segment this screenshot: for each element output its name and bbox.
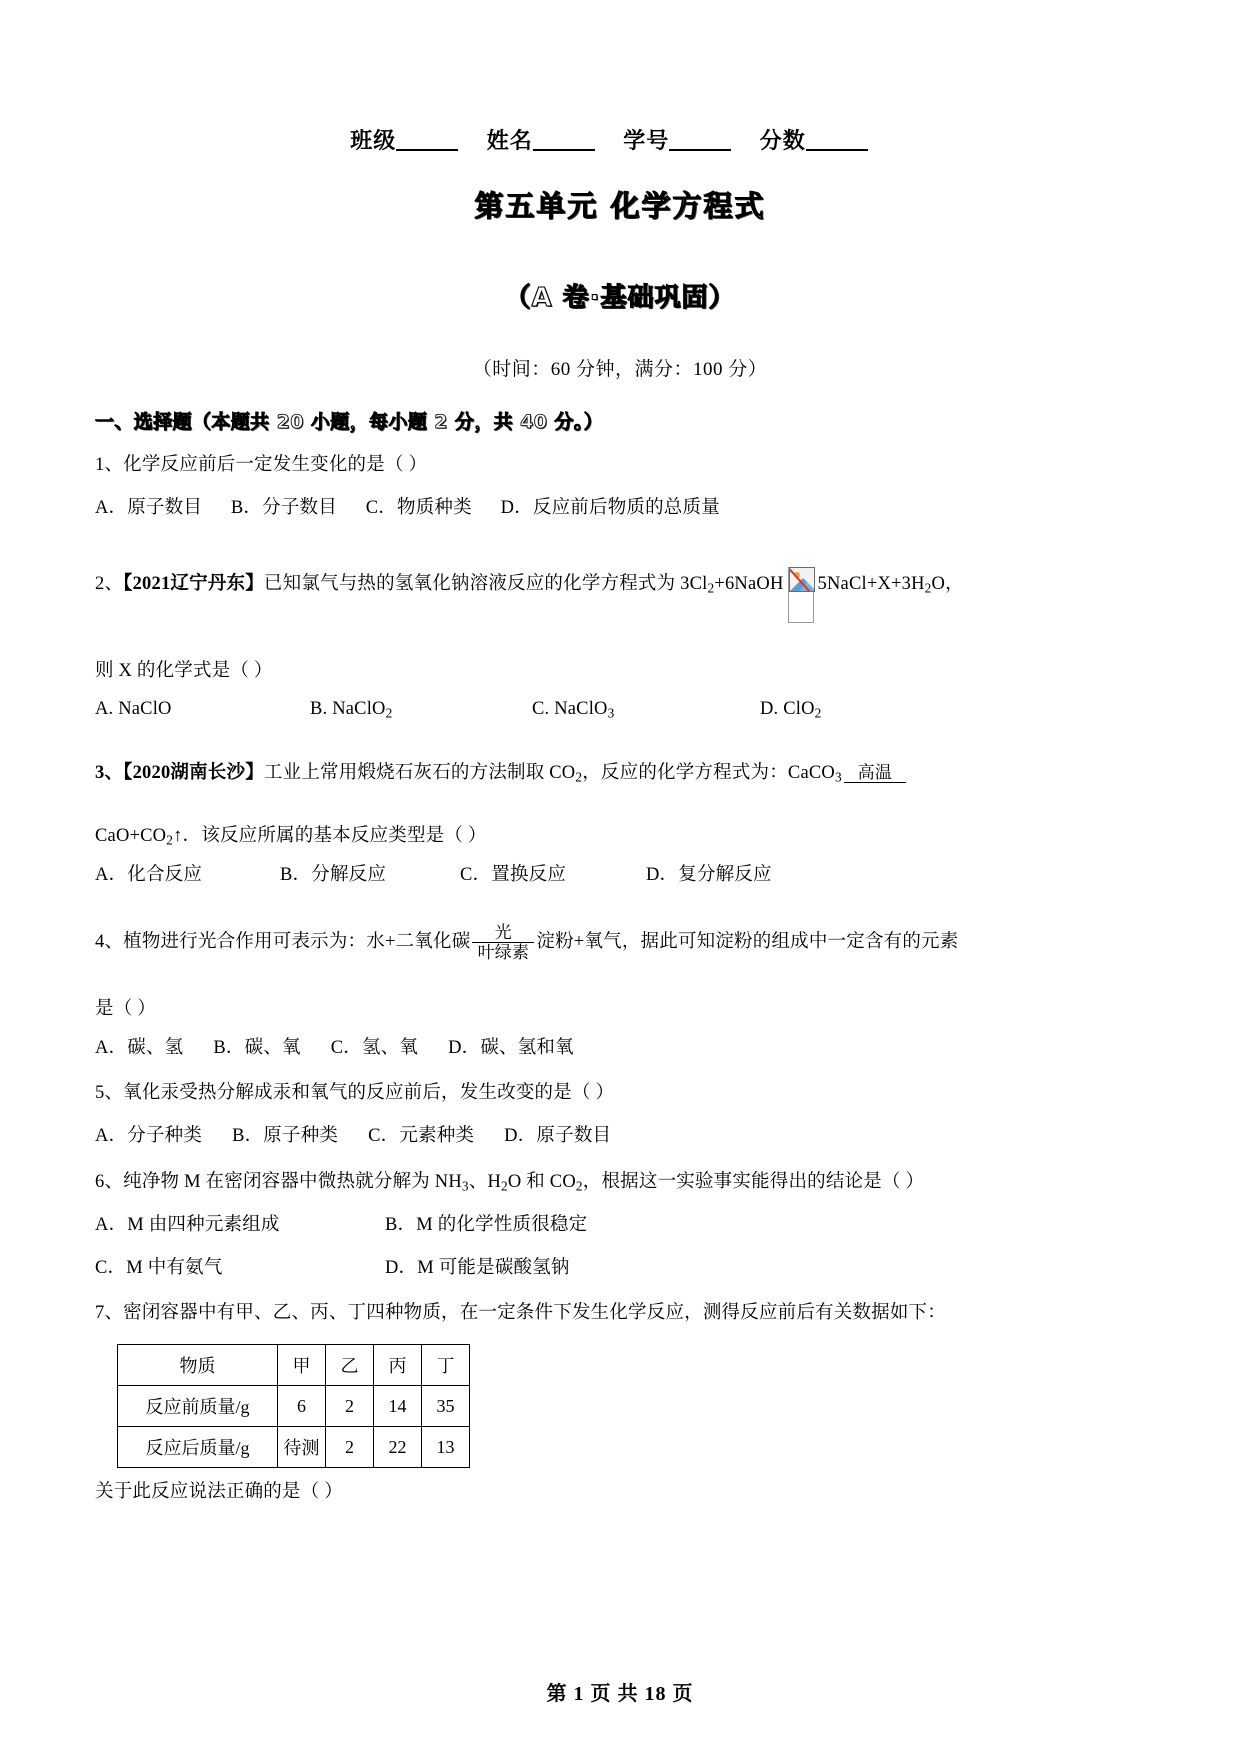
- field-name-label: 姓名: [486, 128, 533, 153]
- question-2-number: 2、: [95, 573, 124, 594]
- field-score: [760, 128, 868, 153]
- q5-option-b[interactable]: B．原子种类: [232, 1126, 339, 1147]
- q4-option-a[interactable]: A．碳、氢: [95, 1037, 184, 1058]
- cell-after-yi: 2: [326, 1427, 374, 1468]
- question-1-options: [95, 494, 1145, 523]
- reaction-condition-chlorophyll: [472, 924, 534, 961]
- q6-option-d[interactable]: D．M 可能是碳酸氢钠: [385, 1257, 570, 1278]
- q3-sub-2: 3: [834, 769, 842, 785]
- page-title: 第五单元 化学方程式: [474, 189, 766, 224]
- question-7: [95, 1299, 1145, 1328]
- q2-sub-1: 2: [707, 580, 715, 596]
- q2-sub-2: 2: [924, 580, 932, 596]
- cell-after-jia: 待测: [278, 1427, 326, 1468]
- q6-option-c[interactable]: C．M 中有氨气: [95, 1257, 223, 1278]
- question-5-stem: 氧化汞受热分解成汞和氧气的反应前后，发生改变的是（ ）: [123, 1083, 615, 1104]
- q6-stem-pre: 纯净物 M 在密闭容器中微热就分解为 NH: [123, 1171, 462, 1192]
- page-footer: 第 1 页 共 18 页: [546, 1683, 694, 1705]
- question-2: [95, 567, 1145, 623]
- condition-top-label: 光: [494, 923, 512, 943]
- q6-sub-1: 3: [461, 1178, 469, 1194]
- question-2-stem-pre: 已知氯气与热的氢氧化钠溶液反应的化学方程式为 3Cl: [263, 573, 708, 594]
- table-header-yi: 乙: [326, 1345, 374, 1386]
- exam-meta: （时间：60 分钟，满分：100 分）: [472, 359, 768, 381]
- question-3-tag: 【2020湖南长沙】: [123, 762, 264, 783]
- reaction-condition-hightemp: [844, 764, 906, 783]
- question-5-number: 5、: [95, 1083, 124, 1104]
- question-1-number: 1、: [95, 455, 124, 476]
- q6-sub-3: 2: [575, 1178, 583, 1194]
- q6-stem-m2: O 和 CO: [507, 1171, 576, 1192]
- row-label-before: 反应前质量/g: [118, 1386, 278, 1427]
- q6-option-a[interactable]: A．M 由四种元素组成: [95, 1215, 280, 1236]
- question-6-options-row1: [95, 1211, 1145, 1240]
- question-3-stem-pre: 工业上常用煅烧石灰石的方法制取 CO: [263, 762, 576, 783]
- question-3: [95, 759, 1145, 788]
- q1-option-d[interactable]: D．反应前后物质的总质量: [500, 498, 720, 519]
- table-row: [118, 1427, 470, 1468]
- question-4-stem-pre: 植物进行光合作用可表示为：水+二氧化碳: [123, 931, 471, 952]
- q2-option-a[interactable]: A. NaClO: [95, 699, 172, 720]
- q3-option-d[interactable]: D．复分解反应: [646, 865, 772, 886]
- question-5-options: [95, 1122, 1145, 1151]
- q3-option-c[interactable]: C．置换反应: [460, 865, 567, 886]
- condition-label: 高温: [857, 763, 893, 782]
- question-7-trailing: 关于此反应说法正确的是（ ）: [95, 1482, 343, 1503]
- q2-option-b[interactable]: B. NaClO$_2$: [310, 699, 393, 722]
- q6-stem-m1: 、H: [468, 1171, 502, 1192]
- field-name-blank[interactable]: [533, 149, 595, 151]
- q4-option-d[interactable]: D．碳、氢和氧: [448, 1037, 574, 1058]
- question-3-line2: [95, 822, 1145, 851]
- question-4-number: 4、: [95, 931, 124, 952]
- q3-sub-1: 2: [575, 769, 583, 785]
- section-heading-choice: 一、选择题（本题共 20 小题，每小题 2 分，共 40 分。）: [95, 411, 604, 434]
- q3-line2-pre: CaO+CO: [95, 826, 167, 847]
- question-6: [95, 1168, 1145, 1197]
- table-row: [118, 1345, 470, 1386]
- condition-bottom-label: 叶绿素: [477, 943, 530, 963]
- question-6-number: 6、: [95, 1171, 124, 1192]
- field-studentid-blank[interactable]: [669, 149, 731, 151]
- question-2-stem-tail: O，: [931, 573, 964, 594]
- table-row: [118, 1386, 470, 1427]
- question-2-tag: 【2021辽宁丹东】: [123, 573, 264, 594]
- q5-option-d[interactable]: D．原子数目: [504, 1126, 612, 1147]
- q1-option-b[interactable]: B．分子数目: [230, 498, 337, 519]
- q6-sub-2: 2: [501, 1178, 508, 1194]
- q3-option-b[interactable]: B．分解反应: [280, 865, 387, 886]
- table-header-jia: 甲: [278, 1345, 326, 1386]
- field-class: [350, 128, 458, 153]
- question-3-options: [95, 861, 1145, 890]
- q1-option-c[interactable]: C．物质种类: [365, 498, 472, 519]
- page-subtitle: （A 卷·基础巩固）: [504, 283, 736, 314]
- q4-option-b[interactable]: B．碳、氧: [213, 1037, 301, 1058]
- field-studentid-label: 学号: [623, 128, 670, 153]
- cell-before-bing: 14: [374, 1386, 422, 1427]
- q3-option-a[interactable]: A．化合反应: [95, 865, 203, 886]
- question-4-line2: 是（ ）: [95, 999, 156, 1020]
- field-class-label: 班级: [350, 128, 397, 153]
- row-label-after: 反应后质量/g: [118, 1427, 278, 1468]
- question-7-stem: 密闭容器中有甲、乙、丙、丁四种物质，在一定条件下发生化学反应，测得反应前后有关数据如下：: [123, 1303, 946, 1324]
- q5-option-c[interactable]: C．元素种类: [368, 1126, 475, 1147]
- broken-image-thumb: [789, 567, 815, 592]
- question-4-stem-post: 淀粉+氧气，据此可知淀粉的组成中一定含有的元素: [536, 931, 959, 952]
- question-3-number: 3、: [95, 762, 124, 783]
- condition-bar: [844, 782, 906, 783]
- q5-option-a[interactable]: A．分子种类: [95, 1126, 203, 1147]
- reaction-data-table: [117, 1344, 470, 1468]
- field-studentid: [623, 128, 731, 153]
- field-class-blank[interactable]: [396, 149, 458, 151]
- table-header-bing: 丙: [374, 1345, 422, 1386]
- question-7-number: 7、: [95, 1303, 124, 1324]
- q4-option-c[interactable]: C．氢、氧: [330, 1037, 419, 1058]
- field-score-blank[interactable]: [806, 149, 868, 151]
- question-4-options: [95, 1034, 1145, 1063]
- cell-after-ding: 13: [422, 1427, 470, 1468]
- question-5: [95, 1079, 1145, 1108]
- broken-image-icon: [788, 567, 814, 623]
- q1-option-a[interactable]: A．原子数目: [95, 498, 203, 519]
- table-header-substance: 物质: [118, 1345, 278, 1386]
- q2-option-c[interactable]: C. NaClO$_3$: [532, 699, 615, 722]
- question-3-stem-mid: ，反应的化学方程式为：CaCO: [582, 762, 835, 783]
- question-2-line2: 则 X 的化学式是（ ）: [95, 660, 273, 681]
- field-name: [487, 128, 595, 153]
- q2-option-d[interactable]: D. ClO$_2$: [760, 699, 822, 722]
- field-score-label: 分数: [759, 128, 806, 153]
- student-info-line: [95, 0, 1145, 154]
- q3-line2-post: ↑．该反应所属的基本反应类型是（ ）: [173, 826, 487, 847]
- question-4: [95, 924, 1145, 961]
- question-2-stem-mid: +6NaOH: [714, 573, 784, 594]
- q6-option-b[interactable]: B．M 的化学性质很稳定: [385, 1215, 588, 1236]
- cell-after-bing: 22: [374, 1427, 422, 1468]
- q6-stem-post: ，根据这一实验事实能得出的结论是（ ）: [582, 1171, 925, 1192]
- question-1: [95, 451, 1145, 480]
- cell-before-yi: 2: [326, 1386, 374, 1427]
- question-1-stem: 化学反应前后一定发生变化的是（ ）: [123, 455, 428, 476]
- question-2-stem-post: 5NaCl+X+3H: [817, 573, 925, 594]
- q3-line2-sub: 2: [166, 832, 174, 848]
- question-6-options-row2: [95, 1254, 1145, 1283]
- table-header-ding: 丁: [422, 1345, 470, 1386]
- cell-before-ding: 35: [422, 1386, 470, 1427]
- question-2-options: [95, 695, 1145, 724]
- cell-before-jia: 6: [278, 1386, 326, 1427]
